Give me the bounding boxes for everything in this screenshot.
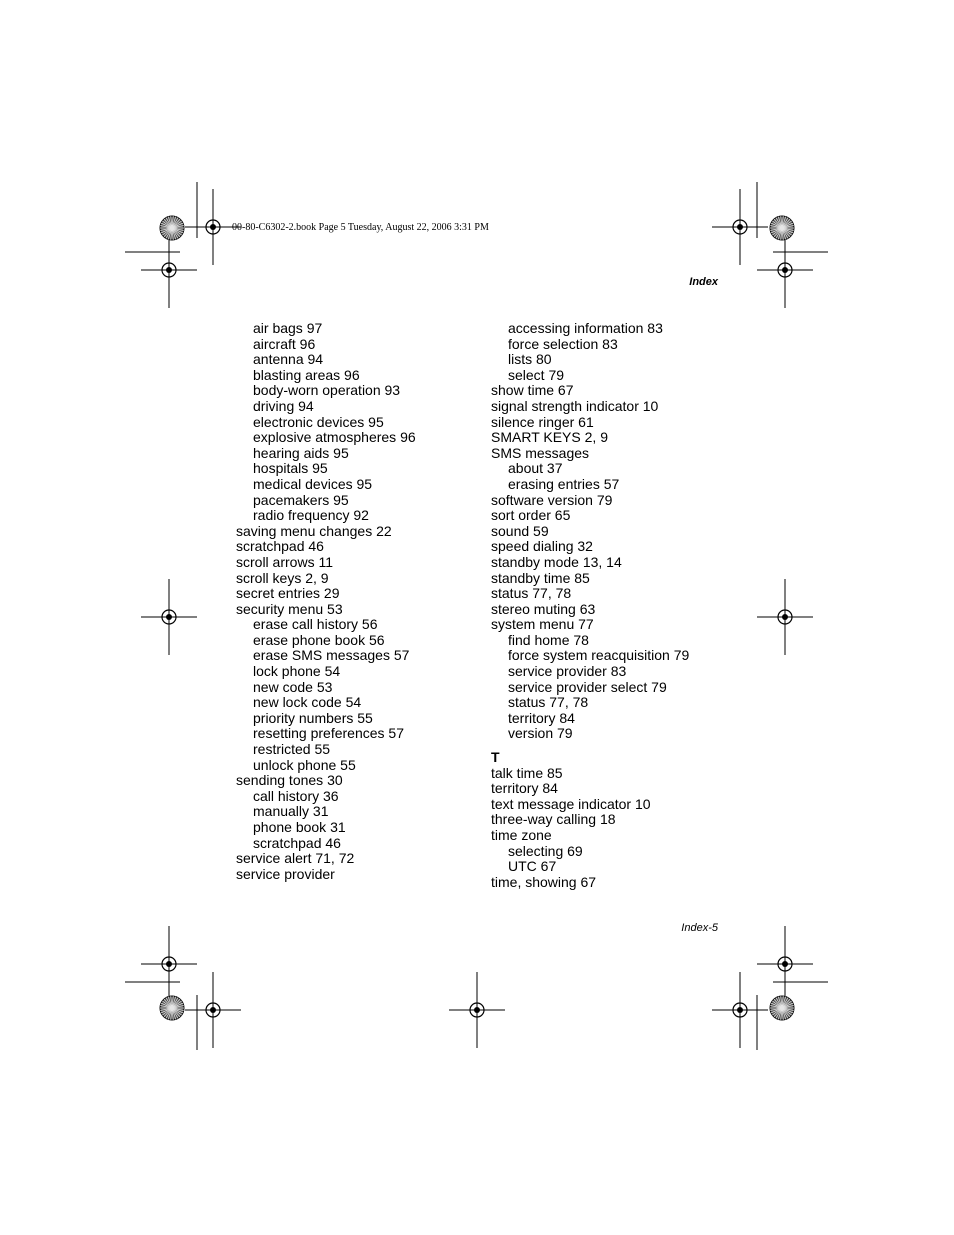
index-subentry: antenna 94: [253, 351, 324, 368]
index-subentry: aircraft 96: [253, 335, 316, 352]
index-entry: signal strength indicator 10: [491, 397, 659, 414]
index-subentry: body-worn operation 93: [253, 382, 401, 399]
index-subentry: restricted 55: [253, 741, 331, 758]
index-entry: silence ringer 61: [491, 413, 594, 430]
index-column-left: [236, 321, 476, 882]
index-subentry: explosive atmospheres 96: [253, 429, 416, 446]
index-subentry: erase phone book 56: [253, 631, 385, 648]
index-subentry: manually 31: [253, 803, 329, 820]
index-subentry: erase SMS messages 57: [253, 647, 410, 664]
index-subentry: force system reacquisition 79: [508, 647, 690, 664]
index-entry: standby time 85: [491, 569, 590, 586]
index-entry: software version 79: [491, 491, 613, 508]
index-subentry: air bags 97: [253, 320, 323, 336]
index-subentry: resetting preferences 57: [253, 725, 404, 742]
index-entry: service alert 71, 72: [236, 850, 355, 867]
index-subentry: radio frequency 92: [253, 507, 369, 524]
index-entry: standby mode 13, 14: [491, 553, 622, 570]
index-subentry: new lock code 54: [253, 694, 362, 711]
index-subentry: phone book 31: [253, 819, 346, 835]
index-entry: system menu 77: [491, 616, 594, 633]
index-subentry: selecting 69: [508, 842, 583, 859]
index-entry: sort order 65: [491, 507, 571, 524]
index-subentry: pacemakers 95: [253, 491, 349, 508]
index-subentry: force selection 83: [508, 335, 618, 352]
index-subentry: medical devices 95: [253, 475, 373, 492]
index-entry: scratchpad 46: [236, 538, 324, 555]
page-number: Index-5: [681, 922, 718, 934]
index-subentry: scratchpad 46: [253, 834, 341, 851]
index-entry: text message indicator 10: [491, 795, 651, 812]
print-slug: 00-80-C6302-2.book Page 5 Tuesday, August 22, 2006 3:31 PM: [232, 222, 489, 233]
index-entry: speed dialing 32: [491, 538, 593, 555]
index-entry: three-way calling 18: [491, 811, 616, 828]
index-subentry: select 79: [508, 366, 565, 383]
index-entry: security menu 53: [236, 600, 343, 617]
index-subentry: hospitals 95: [253, 460, 328, 477]
index-entry: service provider: [236, 865, 335, 882]
index-entry: SMART KEYS 2, 9: [491, 429, 608, 446]
index-subentry: erasing entries 57: [508, 475, 620, 492]
index-subentry: lists 80: [508, 351, 552, 368]
index-subentry: about 37: [508, 460, 563, 477]
index-subentry: call history 36: [253, 787, 339, 804]
index-entry: sending tones 30: [236, 772, 343, 789]
index-subentry: service provider 83: [508, 663, 627, 680]
index-entry: SMS messages: [491, 444, 590, 461]
running-header: Index: [689, 276, 718, 288]
index-entry: sound 59: [491, 522, 549, 539]
index-entry: time, showing 67: [491, 873, 597, 890]
index-subentry: new code 53: [253, 678, 333, 695]
index-entry: saving menu changes 22: [236, 522, 392, 539]
index-entry: scroll keys 2, 9: [236, 569, 329, 586]
index-entry: stereo muting 63: [491, 600, 596, 617]
index-entry: territory 84: [491, 780, 558, 797]
index-subentry: priority numbers 55: [253, 709, 373, 726]
index-subentry: territory 84: [508, 709, 575, 726]
index-subentry: service provider select 79: [508, 678, 667, 695]
index-column-right: [491, 321, 731, 890]
index-subentry: unlock phone 55: [253, 756, 356, 773]
index-subentry: erase call history 56: [253, 616, 378, 633]
index-subentry: blasting areas 96: [253, 366, 360, 383]
index-entry: secret entries 29: [236, 585, 340, 602]
index-subentry: version 79: [508, 725, 573, 742]
index-subentry: driving 94: [253, 397, 314, 414]
index-entry: show time 67: [491, 382, 574, 399]
index-subentry: lock phone 54: [253, 663, 341, 680]
index-letter-heading: T: [491, 749, 500, 766]
index-subentry: hearing aids 95: [253, 444, 349, 461]
index-subentry: UTC 67: [508, 858, 557, 875]
index-entry: scroll arrows 11: [236, 553, 333, 570]
index-subentry: status 77, 78: [508, 694, 589, 711]
index-subentry: find home 78: [508, 631, 589, 648]
index-entry: status 77, 78: [491, 585, 572, 602]
index-entry: time zone: [491, 827, 552, 843]
index-subentry: accessing information 83: [508, 320, 663, 336]
index-subentry: electronic devices 95: [253, 413, 384, 430]
index-entry: talk time 85: [491, 764, 563, 781]
